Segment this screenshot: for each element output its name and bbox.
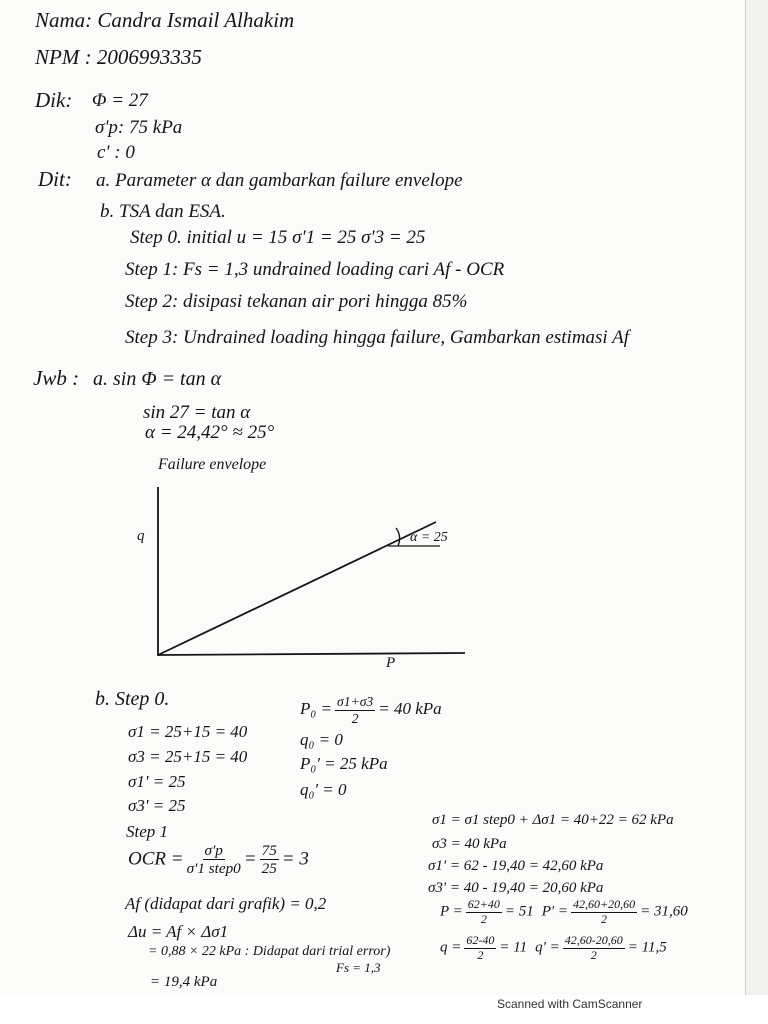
step0-q0: q₀ = 0 bbox=[300, 730, 343, 749]
p0-denominator: 2 bbox=[351, 710, 359, 726]
q-eff-denominator: 2 bbox=[590, 947, 597, 962]
npm-line bbox=[35, 45, 202, 69]
step1-sigma1-eff: σ1' = 62 - 19,40 = 42,60 kPa bbox=[428, 858, 604, 874]
step0-sigma1-eff: σ1' = 25 bbox=[128, 772, 186, 791]
ocr-lhs: OCR = bbox=[128, 848, 184, 870]
scan-margin bbox=[0, 995, 768, 1024]
p-fraction bbox=[466, 898, 502, 927]
ocr-fraction-2 bbox=[260, 842, 279, 878]
dit-step3: Step 3: Undrained loading hingga failure, Gambarkan estimasi Af bbox=[125, 327, 630, 348]
graph-p-label: P bbox=[386, 655, 396, 671]
failure-envelope-graph bbox=[140, 480, 480, 670]
dit-step0: Step 0. initial u = 15 σ'1 = 25 σ'3 = 25 bbox=[130, 227, 426, 248]
step1-du: Δu = Af × Δσ1 bbox=[128, 922, 229, 941]
q-fraction bbox=[464, 934, 496, 963]
npm-label: NPM : bbox=[35, 45, 92, 69]
p-rhs: = 51 bbox=[504, 903, 534, 920]
step1-p-line bbox=[440, 898, 688, 927]
step0-q0-eff: q₀' = 0 bbox=[300, 780, 347, 799]
step1-title: Step 1 bbox=[126, 822, 169, 841]
q-denominator: 2 bbox=[477, 947, 484, 962]
page-edge bbox=[745, 0, 746, 995]
name-label: Nama: bbox=[35, 8, 93, 32]
dik-sigma-p: σ'p: 75 kPa bbox=[95, 117, 183, 138]
scanner-watermark: Scanned with CamScanner bbox=[497, 997, 643, 1011]
p-eff-lhs: P' = bbox=[541, 903, 568, 920]
q-eff-rhs: = 11,5 bbox=[627, 939, 667, 956]
graph-alpha-label: α = 25 bbox=[410, 530, 448, 545]
q-rhs: = 11 bbox=[499, 939, 528, 956]
p0-lhs: P₀ = bbox=[300, 699, 333, 719]
graph-title: Failure envelope bbox=[158, 456, 267, 473]
dit-label: Dit: bbox=[38, 167, 72, 191]
p-lhs: P = bbox=[440, 903, 463, 920]
step1-q-line bbox=[440, 934, 667, 963]
dit-step2: Step 2: disipasi tekanan air pori hingga 85% bbox=[125, 291, 468, 312]
step1-af: Af (didapat dari grafik) = 0,2 bbox=[125, 894, 327, 913]
dik-label: Dik: bbox=[35, 88, 73, 112]
ocr-rhs: = 3 bbox=[281, 848, 309, 870]
step0-sigma3: σ3 = 25+15 = 40 bbox=[128, 747, 248, 766]
step1-du-result: = 19,4 kPa bbox=[150, 974, 218, 990]
ocr-denominator-2: 25 bbox=[261, 860, 277, 878]
step0-title: b. Step 0. bbox=[95, 688, 170, 710]
jwb-a3: α = 24,42° ≈ 25° bbox=[145, 422, 275, 443]
jwb-label: Jwb : bbox=[33, 366, 80, 390]
step1-fs: Fs = 1,3 bbox=[336, 960, 381, 975]
npm-value: 2006993335 bbox=[96, 45, 202, 69]
p-eff-numerator: 42,60+20,60 bbox=[573, 897, 636, 911]
p0-rhs: = 40 kPa bbox=[378, 699, 442, 719]
dit-b: b. TSA dan ESA. bbox=[100, 201, 226, 222]
alpha-arc bbox=[396, 528, 400, 546]
p-eff-rhs: = 31,60 bbox=[640, 903, 688, 920]
envelope-line bbox=[158, 522, 436, 655]
step1-sigma3-eff: σ3' = 40 - 19,40 = 20,60 kPa bbox=[428, 880, 604, 896]
step1-sigma3: σ3 = 40 kPa bbox=[432, 836, 507, 852]
step0-sigma3-eff: σ3' = 25 bbox=[128, 796, 186, 815]
ocr-numerator-1: σ'p bbox=[204, 842, 223, 859]
ocr-equals: = bbox=[243, 848, 257, 870]
p-eff-denominator: 2 bbox=[601, 911, 608, 926]
p-denominator: 2 bbox=[480, 911, 487, 926]
q-eff-fraction bbox=[563, 934, 625, 963]
ocr-fraction-1 bbox=[187, 842, 241, 878]
ocr-numerator-2: 75 bbox=[261, 842, 277, 859]
p-axis bbox=[158, 653, 465, 655]
step0-sigma1: σ1 = 25+15 = 40 bbox=[128, 722, 248, 741]
ocr-denominator-1: σ'1 step0 bbox=[186, 860, 241, 878]
name-line bbox=[35, 8, 294, 32]
p0-fraction bbox=[335, 694, 375, 726]
q-lhs: q = bbox=[440, 939, 462, 956]
dit-a: a. Parameter α dan gambarkan failure envelope bbox=[96, 170, 463, 191]
dit-step1: Step 1: Fs = 1,3 undrained loading cari Af - OCR bbox=[125, 259, 505, 280]
jwb-a2: sin 27 = tan α bbox=[143, 402, 251, 423]
step1-du-trial: = 0,88 × 22 kPa : Didapat dari trial error) bbox=[148, 944, 391, 959]
p-eff-fraction bbox=[571, 898, 637, 927]
q-numerator: 62-40 bbox=[466, 933, 495, 947]
step1-ocr bbox=[128, 842, 309, 878]
q-eff-numerator: 42,60-20,60 bbox=[564, 933, 623, 947]
step1-sigma1: σ1 = σ1 step0 + Δσ1 = 40+22 = 62 kPa bbox=[432, 812, 674, 828]
p-numerator: 62+40 bbox=[467, 897, 500, 911]
jwb-a1: a. sin Φ = tan α bbox=[93, 368, 222, 390]
step0-p0-eff: P₀' = 25 kPa bbox=[300, 754, 388, 773]
graph-q-label: q bbox=[137, 528, 145, 544]
name-value: Candra Ismail Alhakim bbox=[97, 8, 295, 32]
dik-c: c' : 0 bbox=[97, 142, 135, 163]
step0-p0 bbox=[300, 694, 442, 726]
q-eff-lhs: q' = bbox=[535, 939, 560, 956]
dik-phi: Φ = 27 bbox=[92, 90, 148, 111]
p0-numerator: σ1+σ3 bbox=[337, 694, 374, 709]
